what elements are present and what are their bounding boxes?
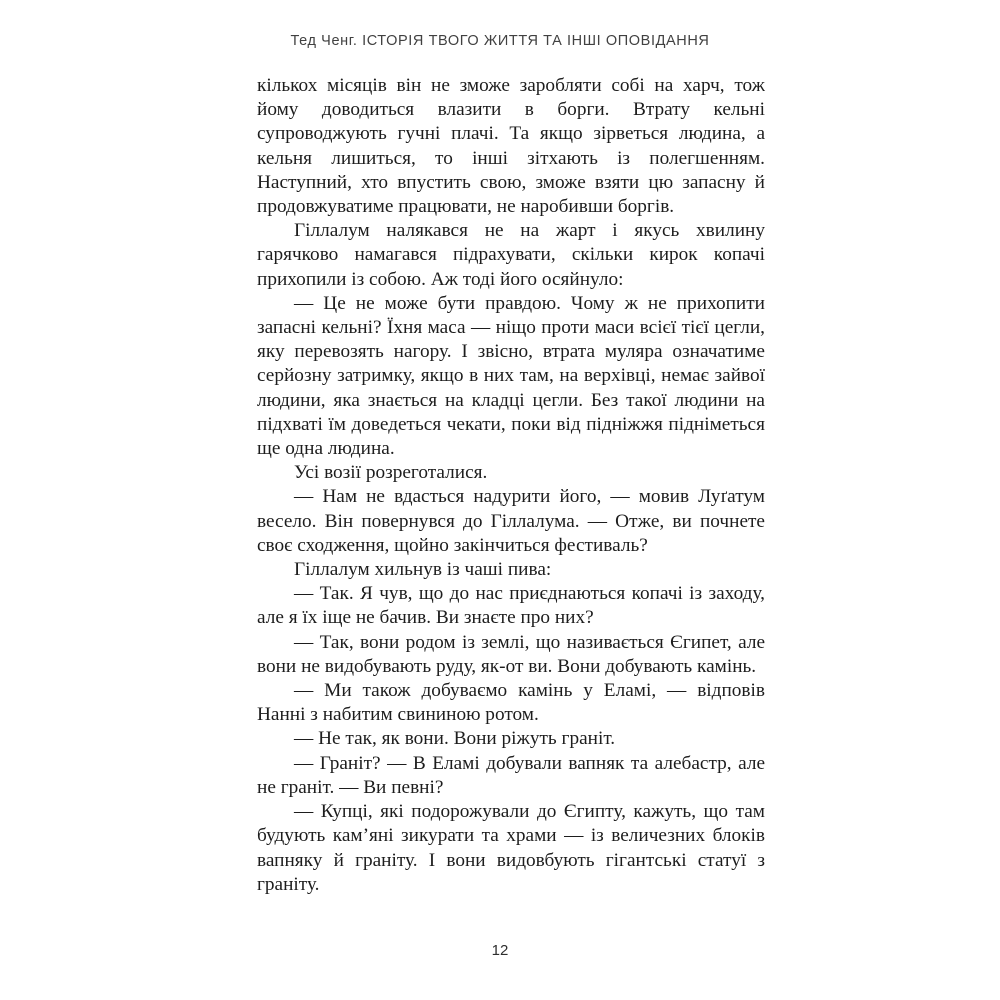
paragraph: Гіллалум хильнув із чаші пива:: [294, 559, 552, 581]
paragraph: Гіллалум налякався не на жарт і якусь хвилину гарячково намагався підрахувати, скільки кирок копачі прихопили із собою. Аж тоді його осяйнуло:: [257, 220, 765, 290]
paragraph: — Не так, як вони. Вони ріжуть граніт.: [294, 728, 616, 750]
paragraph: — Ми також добуваємо камінь у Еламі, — відповів Нанні з набитим свининою ротом.: [257, 680, 765, 726]
body-text: [257, 74, 765, 897]
page-number: 12: [491, 942, 509, 959]
paragraph: кількох місяців він не зможе заробляти собі на харч, тож йому доводиться влазити в борги. Втрату кельні супроводжують гучні плачі. Та якщо зірветься людина, а кельня лишиться, то інші зітхають із полегшенням. Наступний, хто впустить свою, зможе взяти цю запасну й продовжуватиме працювати, не наробивши боргів.: [257, 75, 765, 218]
paragraph: — Це не може бути правдою. Чому ж не прихопити запасні кельні? Їхня маса — ніщо проти маси всієї тієї цегли, яку перевозять нагору. І звісно, втрата муляра означатиме серйозну затримку, якщо в них там, на верхівці, немає зайвої людини, яка знається на кладці цегли. Без такої людини на підхваті їм доведеться чекати, поки від підніжжя підніметься ще одна людина.: [257, 292, 765, 460]
paragraph: — Граніт? — В Еламі добували вапняк та алебастр, але не граніт. — Ви певні?: [257, 752, 765, 798]
paragraph: — Купці, які подорожували до Єгипту, кажуть, що там будують кам’яні зикурати та храми — із величезних блоків вапняку й граніту. І вони видовбують гігантські статуї з граніту.: [257, 801, 765, 895]
paragraph: — Так, вони родом із землі, що називається Єгипет, але вони не видобувають руду, як-от ви. Вони добувають камінь.: [257, 631, 765, 677]
paragraph: — Так. Я чув, що до нас приєднаються копачі із заходу, але я їх іще не бачив. Ви знаєте про них?: [257, 583, 765, 629]
paragraph: Усі возії розреготалися.: [294, 462, 488, 484]
running-header: Тед Ченг. ІСТОРІЯ ТВОГО ЖИТТЯ ТА ІНШІ ОПОВІДАННЯ: [290, 33, 710, 49]
paragraph: — Нам не вдасться надурити його, — мовив Луґатум весело. Він повернувся до Гіллалума. — Отже, ви почнете своє сходження, щойно закінчиться фестиваль?: [257, 486, 765, 556]
